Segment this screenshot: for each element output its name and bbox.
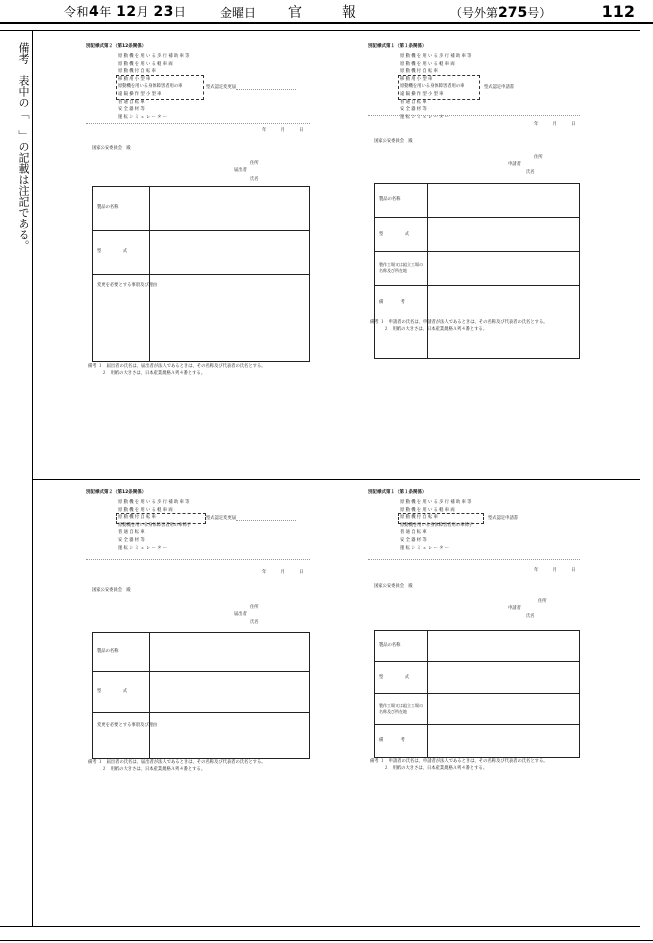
category-bracket xyxy=(116,513,206,524)
row-label: 変更を必要とする事項及び理由 xyxy=(97,283,158,288)
table-row xyxy=(375,218,579,252)
notes-label: 備考 xyxy=(370,759,379,764)
form-application-bottom xyxy=(368,489,580,789)
row-label: 製品の名称 xyxy=(97,205,119,210)
category-item: 安全器材等 xyxy=(118,537,146,543)
address-label: 住所 xyxy=(534,155,543,160)
form-title: 型式認定変更届 xyxy=(206,85,237,90)
note-item: ２ 用紙の大きさは、日本産業規格Ａ列４番とする。 xyxy=(102,766,206,772)
row-label: 製品の名称 xyxy=(379,197,401,202)
form-name: 別記様式第１（第１条関係） xyxy=(368,44,427,49)
note-item: ２ 用紙の大きさは、日本産業規格Ａ列４番とする。 xyxy=(384,765,488,771)
category-item: 原動機を用いる身体障害者用の車椅子 xyxy=(118,522,192,528)
row-label: 型 式 xyxy=(97,249,128,254)
table-row xyxy=(375,694,579,725)
issue-number: （号外第275号） xyxy=(450,5,552,21)
table-row xyxy=(375,725,579,757)
frame-middle-rule xyxy=(33,479,640,480)
dotted-line xyxy=(368,559,580,560)
category-item: 原動機付自転車 xyxy=(400,515,440,521)
category-item: 原動機を用いる軽車両 xyxy=(118,507,174,513)
category-item: 原動機を用いる軽車両 xyxy=(118,61,174,67)
category-item: 原動機を用いる軽車両 xyxy=(400,61,456,67)
addressee: 国家公安委員会 殿 xyxy=(374,584,413,589)
category-item: 原動機を用いる歩行補助車等 xyxy=(400,500,473,505)
addressee: 国家公安委員会 殿 xyxy=(92,588,131,593)
dotted-line xyxy=(86,559,310,560)
side-note: 備考 表中の「 」の記載は注記である。 xyxy=(17,42,30,251)
form-notes xyxy=(370,320,548,333)
category-item: 安全器材等 xyxy=(400,107,428,113)
form-title: 型式認定変更届 xyxy=(206,516,237,521)
form-table xyxy=(374,630,580,758)
applicant-label: 届出者 xyxy=(234,168,247,173)
issue-date: 令和4年 12月 23日 xyxy=(64,4,187,20)
table-row xyxy=(93,187,309,231)
category-list xyxy=(400,499,473,552)
category-item: 原動機を用いる歩行補助車等 xyxy=(118,54,191,59)
person-name-label: 氏名 xyxy=(250,177,259,182)
table-row xyxy=(375,662,579,694)
page-number: 112 xyxy=(601,2,635,21)
category-bracket xyxy=(116,75,204,100)
table-row xyxy=(375,184,579,218)
address-label: 住所 xyxy=(538,599,547,604)
row-label: 製作工場又は組立工場の名称及び所在地 xyxy=(379,703,423,714)
form-notes xyxy=(370,759,548,772)
row-label: 型 式 xyxy=(379,675,410,680)
table-row xyxy=(93,230,309,275)
form-date: 年 月 日 xyxy=(534,122,581,127)
address-label: 住所 xyxy=(250,605,259,610)
row-label: 変更を必要とする事項及び理由 xyxy=(97,723,158,728)
category-item: 遠隔操作型小型車 xyxy=(118,91,163,97)
category-item: 普通自転車 xyxy=(400,99,428,105)
form-notification-top xyxy=(86,43,310,376)
form-table xyxy=(92,632,310,759)
person-name-label: 氏名 xyxy=(526,614,535,619)
table-row xyxy=(93,633,309,672)
row-label: 型 式 xyxy=(379,232,410,237)
issue-weekday: 金曜日 xyxy=(220,6,257,20)
table-row xyxy=(93,275,309,361)
form-date: 年 月 日 xyxy=(262,128,309,133)
category-list xyxy=(118,499,191,552)
table-row xyxy=(93,672,309,713)
row-label: 製品の名称 xyxy=(379,643,401,648)
category-item: 普通自転車 xyxy=(400,530,428,536)
category-item: 原動機を用いる身体障害者用の車 xyxy=(400,84,465,90)
category-item: 運転シミュレーター xyxy=(400,545,451,551)
category-item: 運転シミュレーター xyxy=(400,114,451,120)
row-label: 型 式 xyxy=(97,689,128,694)
form-date: 年 月 日 xyxy=(534,568,581,573)
header-rule xyxy=(0,22,653,24)
note-item: １ 届出者の氏名は、届出者が法人であるときは、その名称及び代表者の氏名とする。 xyxy=(97,364,266,369)
dotted-line xyxy=(368,115,580,116)
form-application-top xyxy=(368,43,580,343)
dotted-line xyxy=(236,89,296,90)
dotted-line xyxy=(236,520,296,521)
form-title: 型式認定申請書 xyxy=(484,85,515,90)
category-item: 安全器材等 xyxy=(400,537,428,543)
notes-label: 備考 xyxy=(88,760,97,765)
addressee: 国家公安委員会 殿 xyxy=(92,146,131,151)
category-item: 移動用小型車 xyxy=(118,76,152,82)
form-notification-bottom xyxy=(86,489,310,789)
note-item: ２ 用紙の大きさは、日本産業規格Ａ列４番とする。 xyxy=(384,326,488,332)
form-date: 年 月 日 xyxy=(262,570,309,575)
category-bracket xyxy=(398,75,480,100)
category-item: 原動機を用いる歩行補助車等 xyxy=(118,500,191,505)
page-header xyxy=(0,0,653,24)
form-name: 別記様式第２（第12条関係） xyxy=(86,44,147,49)
category-item: 普通自転車 xyxy=(118,99,146,105)
category-item: 運転シミュレーター xyxy=(118,545,169,551)
form-notes xyxy=(88,364,266,377)
form-table xyxy=(92,186,310,362)
frame-bottom-rule xyxy=(0,926,640,927)
addressee: 国家公安委員会 殿 xyxy=(374,139,413,144)
table-row xyxy=(375,252,579,286)
form-notes xyxy=(88,760,266,773)
category-item: 運転シミュレーター xyxy=(118,114,169,120)
row-label: 備 考 xyxy=(379,300,405,305)
category-item: 原動機を用いる歩行補助車等 xyxy=(400,54,473,59)
table-row xyxy=(93,713,309,758)
note-item: １ 申請者の氏名は、申請者が法人であるときは、その名称及び代表者の氏名とする。 xyxy=(379,759,548,764)
form-name: 別記様式第２（第12条関係） xyxy=(86,490,147,495)
form-title: 型式認定申請書 xyxy=(488,516,519,521)
row-label: 製品の名称 xyxy=(97,649,119,654)
note-item: １ 申請者の氏名は、申請者が法人であるときは、その名称及び代表者の氏名とする。 xyxy=(379,320,548,325)
row-label: 製作工場又は組立工場の名称及び所在地 xyxy=(379,262,423,273)
category-item: 原動機を用いる身体障害者用の車椅子 xyxy=(400,522,474,528)
category-item: 普通自転車 xyxy=(118,530,146,536)
category-item: 原動機を用いる軽車両 xyxy=(400,507,456,513)
note-item: ２ 用紙の大きさは、日本産業規格Ａ列４番とする。 xyxy=(102,370,206,376)
form-name: 別記様式第１（第１条関係） xyxy=(368,490,427,495)
category-item: 原動機を用いる身体障害者用の車 xyxy=(118,84,183,90)
category-item: 移動用小型車 xyxy=(400,76,434,82)
row-label: 備 考 xyxy=(379,738,405,743)
category-item: 原動機付自転車 xyxy=(118,69,158,75)
person-name-label: 氏名 xyxy=(526,170,535,175)
note-item: １ 届出者の氏名は、届出者が法人であるときは、その名称及び代表者の氏名とする。 xyxy=(97,760,266,765)
notes-label: 備考 xyxy=(88,364,97,369)
gazette-title: 官報 xyxy=(288,5,396,21)
category-item: 安全器材等 xyxy=(118,107,146,113)
applicant-label: 申請者 xyxy=(508,162,521,167)
frame-top-rule xyxy=(0,30,640,31)
applicant-label: 届出者 xyxy=(234,612,247,617)
category-item: 原動機付自転車 xyxy=(118,515,158,521)
page-bottom-rule xyxy=(0,940,653,941)
notes-label: 備考 xyxy=(370,320,379,325)
applicant-label: 申請者 xyxy=(508,606,521,611)
category-bracket xyxy=(398,513,484,524)
address-label: 住所 xyxy=(250,161,259,166)
category-item: 原動機付自転車 xyxy=(400,69,440,75)
person-name-label: 氏名 xyxy=(250,620,259,625)
table-row xyxy=(375,631,579,662)
dotted-line xyxy=(86,123,310,124)
category-item: 遠隔操作型小型車 xyxy=(400,91,445,97)
